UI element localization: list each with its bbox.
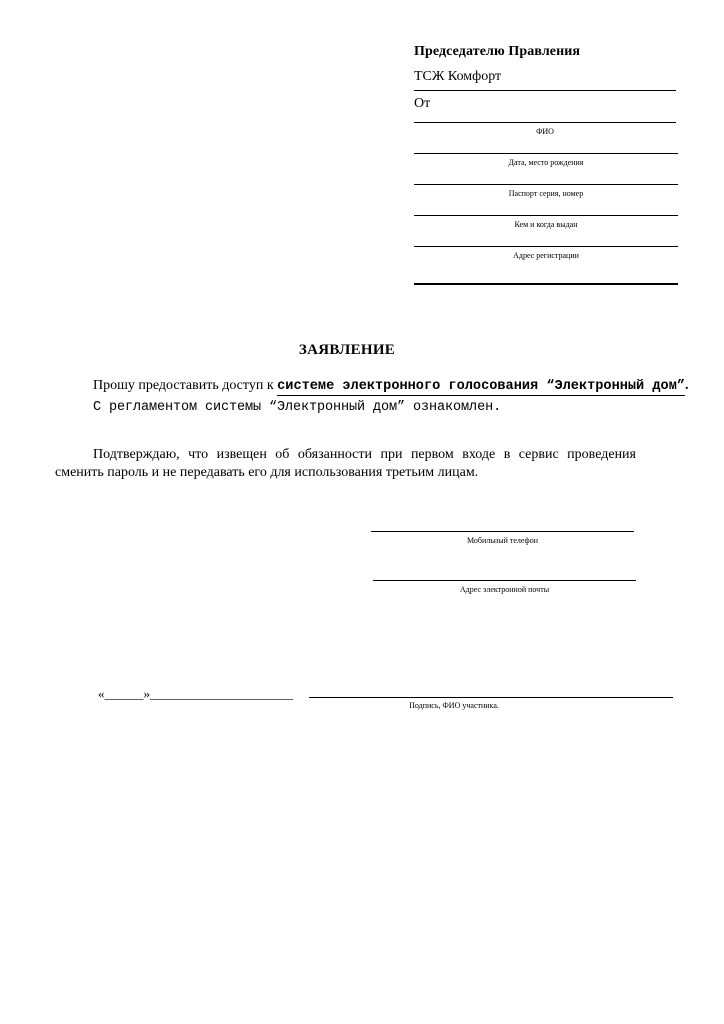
document-title: ЗАЯВЛЕНИЕ (298, 342, 396, 358)
phone-caption: Мобильный телефон (467, 536, 538, 545)
birth-caption: Дата, место рождения (508, 158, 584, 167)
organization-name: ТСЖ Комфорт (414, 69, 502, 84)
request-suffix: . (685, 378, 689, 393)
request-prefix: Прошу предоставить доступ к (93, 378, 278, 393)
signature-field-line[interactable] (309, 697, 673, 698)
signature-caption: Подпись, ФИО участника. (409, 701, 499, 710)
issued-caption: Кем и когда выдан (514, 220, 578, 229)
confirmation-paragraph: Подтверждаю, что извещен об обязанности при первом входе в сервис проведения сменить пароль и не передавать его для использования третьим лицам. (55, 447, 636, 480)
passport-caption: Паспорт серия, номер (508, 189, 584, 198)
address-field-line[interactable] (414, 246, 678, 247)
fio-field-line[interactable] (414, 122, 676, 123)
issued-field-line[interactable] (414, 215, 678, 216)
phone-field-line[interactable] (371, 531, 634, 532)
from-label: От (414, 96, 431, 111)
email-field-line[interactable] (373, 580, 636, 581)
organization-underline (414, 90, 676, 91)
request-system-name: системе электронного голосования “Электронный дом” (277, 379, 686, 394)
fio-caption: ФИО (536, 127, 554, 136)
request-paragraph (93, 378, 689, 394)
date-field[interactable]: «______»______________________ (98, 686, 293, 701)
passport-field-line[interactable] (414, 184, 678, 185)
email-caption: Адрес электронной почты (459, 585, 550, 594)
birth-field-line[interactable] (414, 153, 678, 154)
addressee-title: Председателю Правления (414, 44, 581, 59)
address-extra-line[interactable] (414, 283, 678, 285)
acknowledgement-paragraph: С регламентом системы “Электронный дом” ознакомлен. (93, 400, 502, 415)
address-caption: Адрес регистрации (513, 251, 579, 260)
